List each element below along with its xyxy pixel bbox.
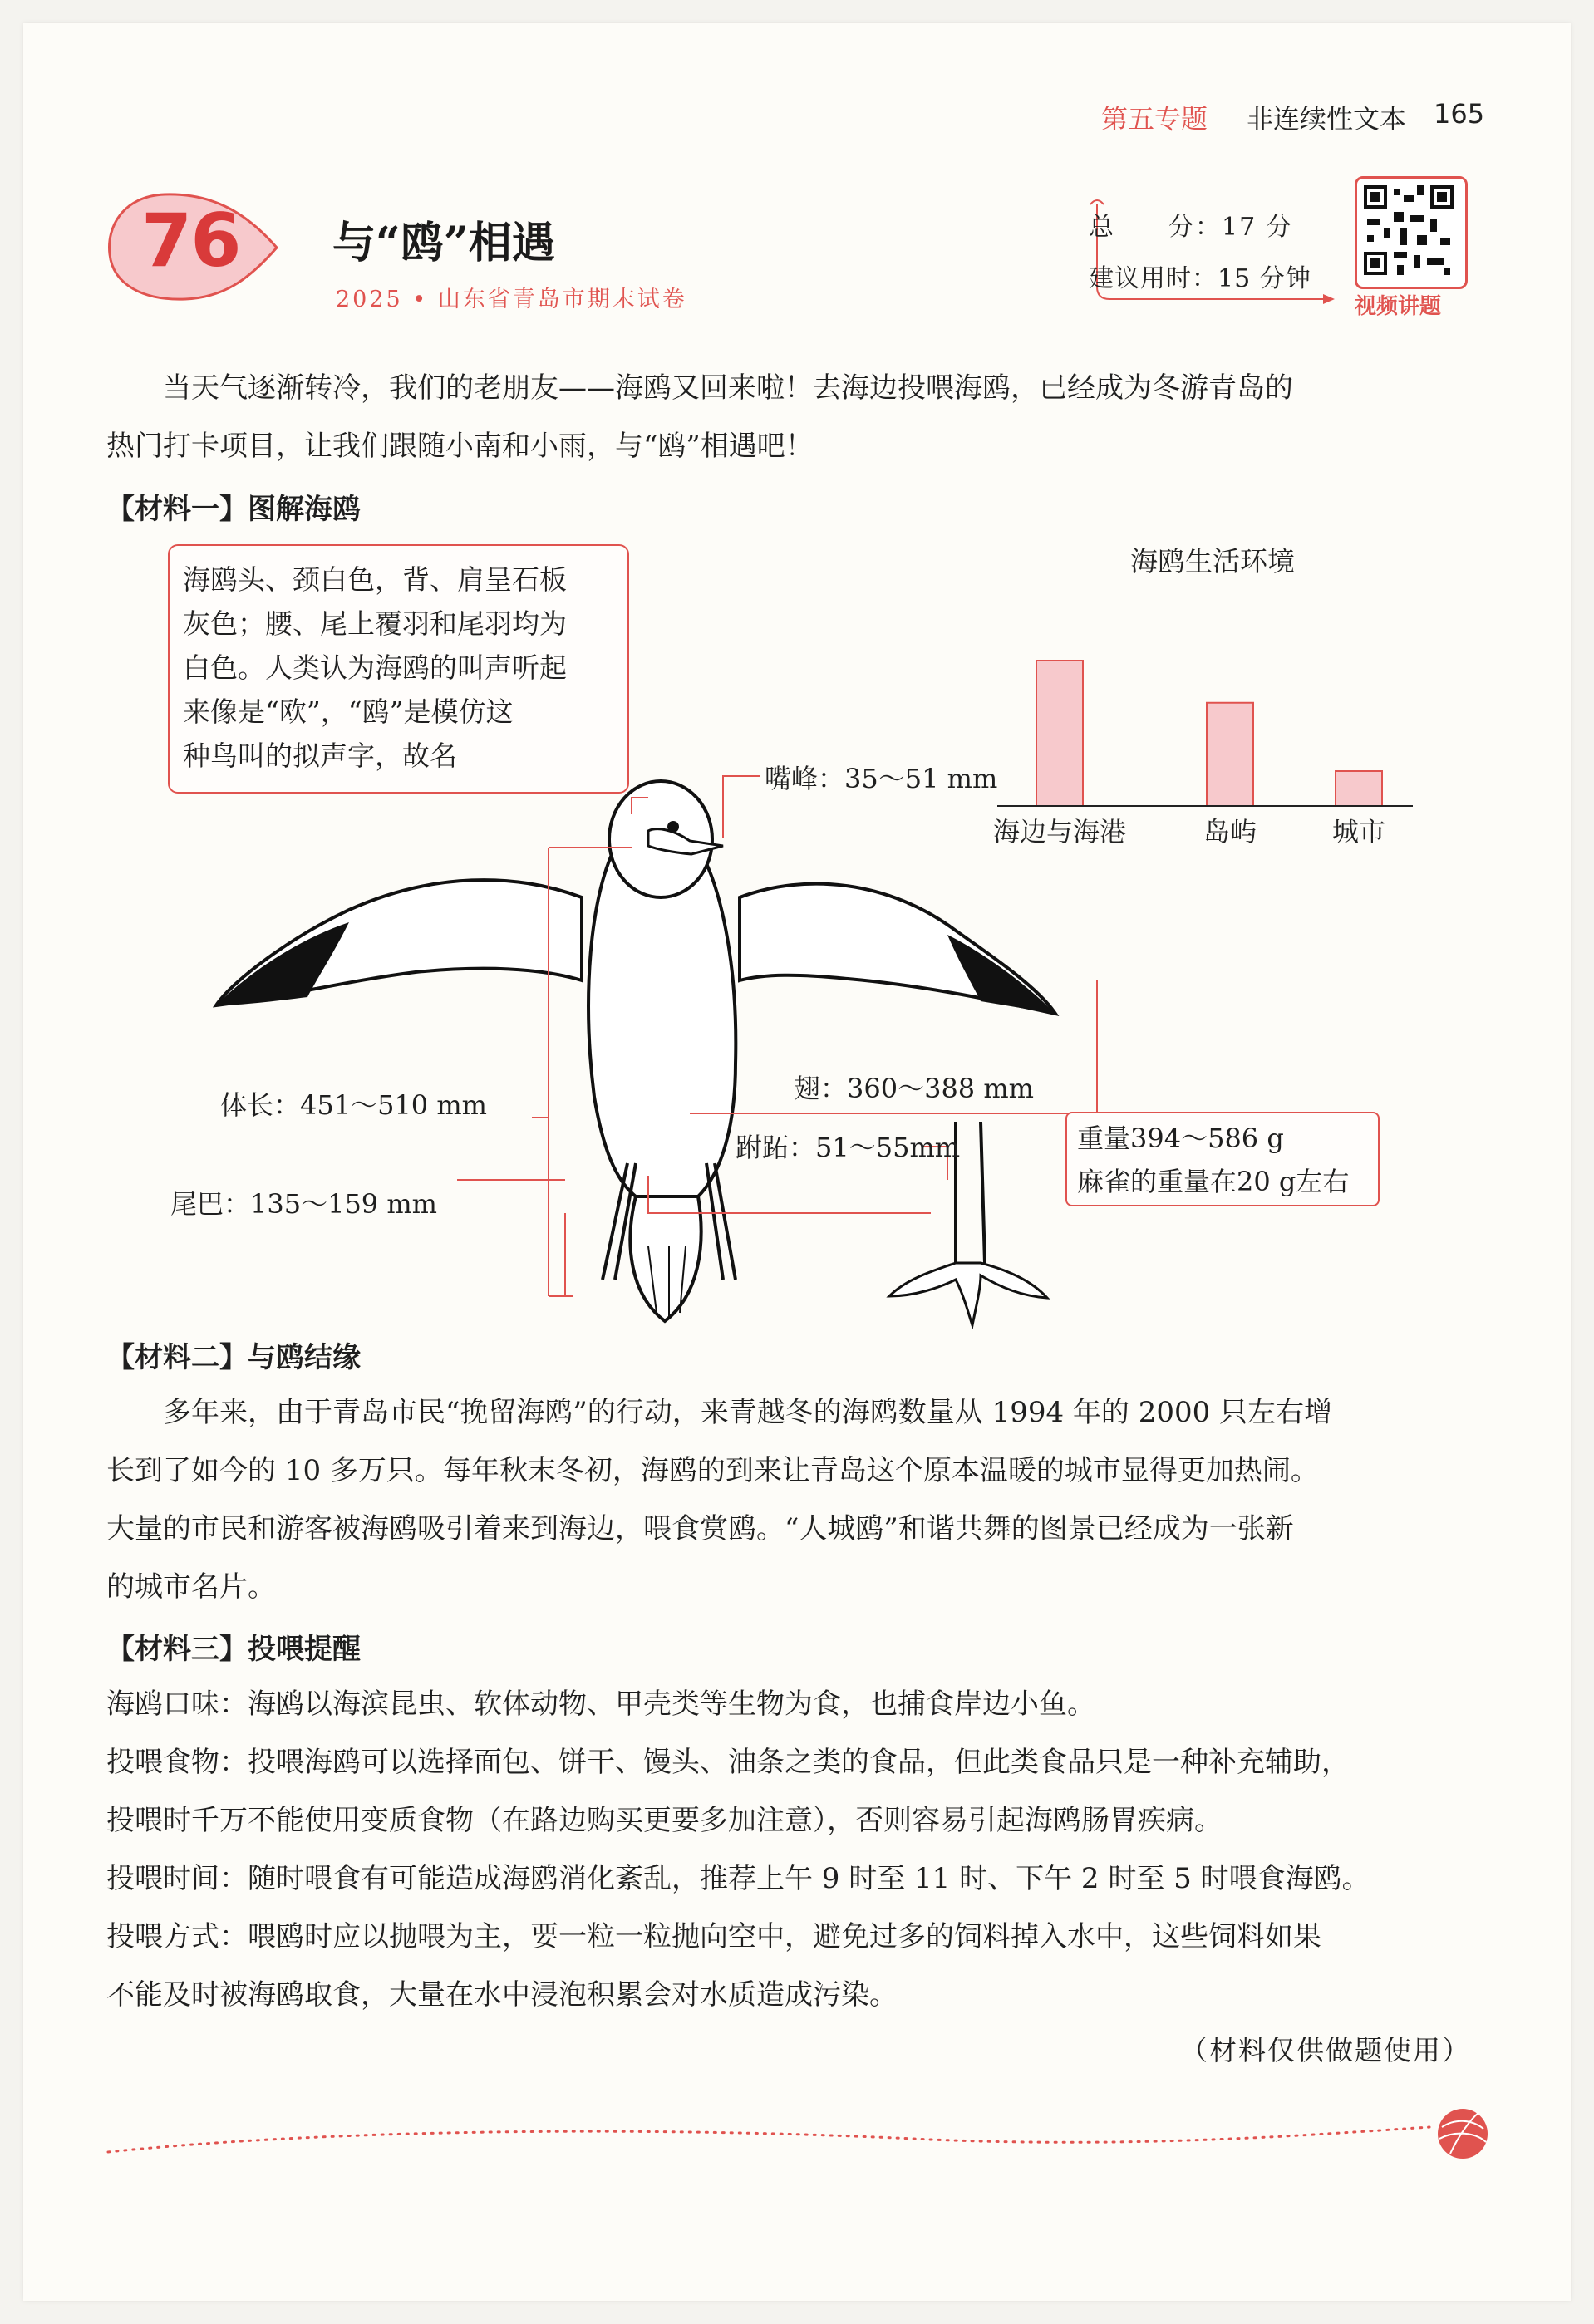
chart-tick-2: 城市 xyxy=(1331,816,1386,848)
page-number: 165 xyxy=(1434,98,1485,130)
header-topic: 非连续性文本 xyxy=(1247,103,1407,135)
suggested-time: 建议用时：15 分钟 xyxy=(1089,264,1311,293)
label-tarsus: 跗跖：51～55mm xyxy=(736,1132,961,1163)
info-line: 灰色；腰、尾上覆羽和尾羽均为 xyxy=(183,607,567,640)
qr-pattern-icon xyxy=(1357,179,1460,282)
qr-code[interactable] xyxy=(1355,176,1468,289)
total-score: 总 分：17 分 xyxy=(1089,213,1293,242)
label-beak: 嘴峰：35～51 mm xyxy=(765,763,998,794)
info-line: 白色。人类认为海鸥的叫声听起 xyxy=(183,651,567,684)
beak-pointer xyxy=(715,773,765,839)
material1-heading: 【材料一】图解海鸥 xyxy=(106,493,361,526)
info-line: 海鸥头、颈白色，背、肩呈石板 xyxy=(183,563,567,596)
chart-title: 海鸥生活环境 xyxy=(1130,545,1295,577)
chart-bar-1 xyxy=(1207,703,1253,806)
gull-eye xyxy=(667,821,679,833)
footer-decoration xyxy=(100,2102,1496,2169)
material3-line-1: 海鸥口味：海鸥以海滨昆虫、软体动物、甲壳类等生物为食，也捕食岸边小鱼。 xyxy=(106,1688,1095,1721)
material3-line-5: 投喂方式：喂鸥时应以抛喂为主，要一粒一粒抛向空中，避免过多的饲料掉入水中，这些饲料如果 xyxy=(106,1920,1321,1953)
label-tail: 尾巴：135～159 mm xyxy=(170,1188,438,1220)
material3-heading: 【材料三】投喂提醒 xyxy=(106,1633,361,1666)
footnote: （材料仅供做题使用） xyxy=(1180,2034,1471,2066)
intro-line-2: 热门打卡项目，让我们跟随小南和小雨，与“鸥”相遇吧！ xyxy=(106,430,814,463)
gull-foot xyxy=(889,1263,1047,1325)
video-label[interactable]: 视频讲题 xyxy=(1355,294,1442,319)
label-wing: 翅：360～388 mm xyxy=(794,1073,1035,1104)
material3-line-2: 投喂食物：投喂海鸥可以选择面包、饼干、馒头、油条之类的食品，但此类食品只是一种补充辅助， xyxy=(106,1746,1350,1779)
chart-tick-1: 岛屿 xyxy=(1203,816,1257,848)
material3-line-4: 投喂时间：随时喂食有可能造成海鸥消化紊乱，推荐上午 9 时至 11 时、下午 2 时至 5 时喂食海鸥。 xyxy=(106,1862,1370,1895)
weight-line: 麻雀的重量在20 g左右 xyxy=(1077,1166,1350,1197)
chart-tick-0: 海边与海港 xyxy=(992,816,1127,848)
intro-line-1: 当天气逐渐转冷，我们的老朋友——海鸥又回来啦！去海边投喂海鸥，已经成为冬游青岛的 xyxy=(163,371,1293,405)
material2-line-2: 长到了如今的 10 多万只。每年秋末冬初，海鸥的到来让青岛这个原本温暖的城市显得更加热闹。 xyxy=(106,1454,1319,1487)
lesson-title: 与“鸥”相遇 xyxy=(332,218,555,268)
material2-line-4: 的城市名片。 xyxy=(106,1570,276,1604)
info-line: 来像是“欧”，“鸥”是模仿这 xyxy=(183,695,514,728)
gull-tail xyxy=(630,1196,701,1321)
material2-line-3: 大量的市民和游客被海鸥吸引着来到海边，喂食赏鸥。“人城鸥”和谐共舞的图景已经成为一张新 xyxy=(106,1512,1294,1545)
material3-line-6: 不能及时被海鸥取食，大量在水中浸泡积累会对水质造成污染。 xyxy=(106,1978,898,2012)
lesson-number: 76 xyxy=(141,198,240,283)
chart-bar-2 xyxy=(1336,771,1382,806)
info-line: 种鸟叫的拟声字，故名 xyxy=(183,739,457,772)
weight-box xyxy=(1065,1112,1380,1206)
material2-line-1: 多年来，由于青岛市民“挽留海鸥”的行动，来青越冬的海鸥数量从 1994 年的 2000 只左右增 xyxy=(163,1396,1333,1429)
material2-heading: 【材料二】与鸥结缘 xyxy=(106,1341,361,1374)
header-section: 第五专题 xyxy=(1101,103,1208,135)
material3-line-3: 投喂时千万不能使用变质食物（在路边购买更要多加注意），否则容易引起海鸥肠胃疾病。 xyxy=(106,1804,1223,1837)
seagull-illustration xyxy=(183,748,1139,1329)
label-body-length: 体长：451～510 mm xyxy=(220,1089,488,1121)
weight-line: 重量394～586 g xyxy=(1077,1123,1284,1154)
gull-body xyxy=(588,848,736,1209)
lesson-source: 2025 • 山东省青岛市期末试卷 xyxy=(336,287,687,312)
